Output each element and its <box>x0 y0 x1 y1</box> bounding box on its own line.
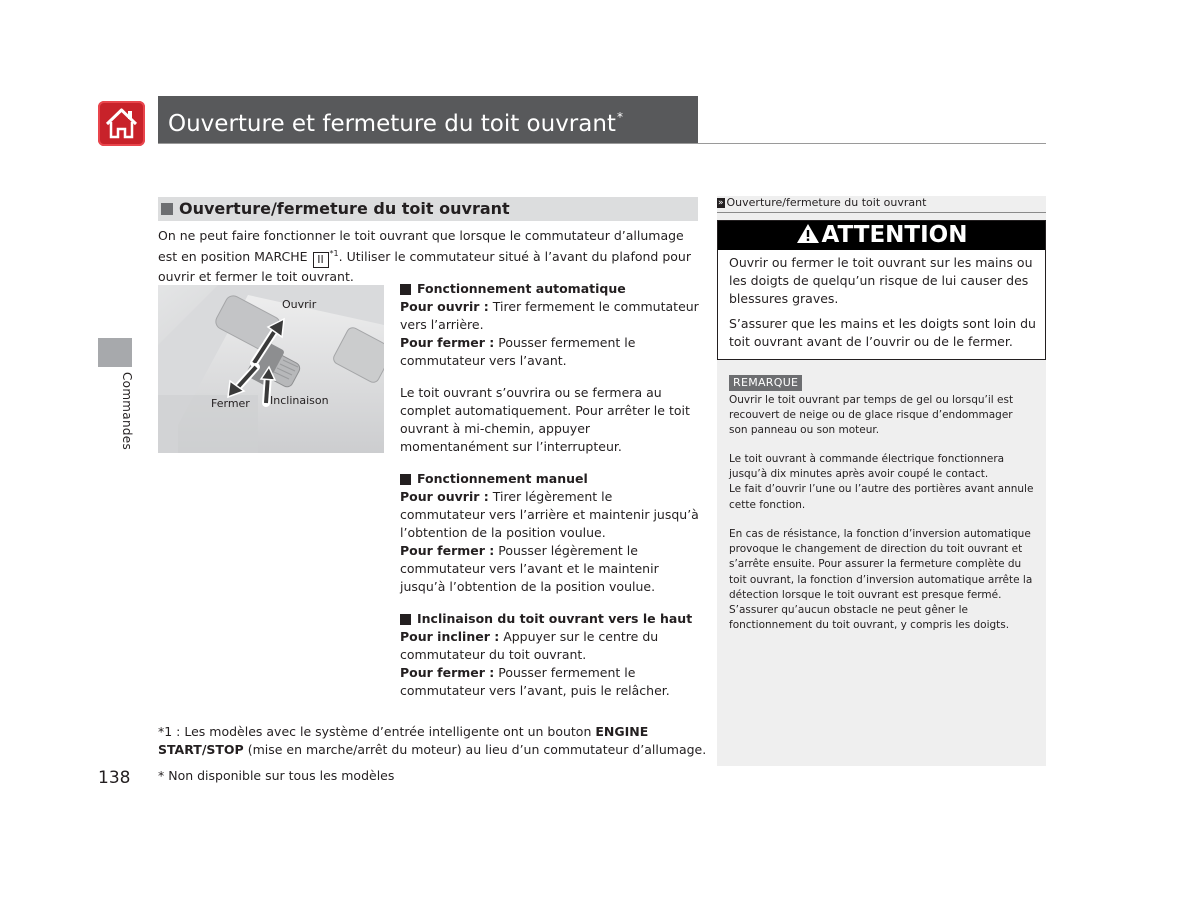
warning-text-1: Ouvrir ou fermer le toit ouvrant sur les mains ou les doigts de quelqu’un risque de lui causer des blessures graves. <box>729 255 1033 306</box>
ignition-position-key: II <box>313 252 329 268</box>
manual-heading: Fonctionnement manuel <box>400 470 700 488</box>
auto-close: Pour fermer : Pousser fermement le commutateur vers l’avant. <box>400 335 636 368</box>
auto-heading: Fonctionnement automatique <box>400 280 700 298</box>
reference-arrow-icon: » <box>718 198 724 208</box>
label-close: Fermer <box>211 397 250 410</box>
intro-paragraph: On ne peut faire fonctionner le toit ouvrant que lorsque le commutateur d’allumage est en position MARCHE II $^{*1}$. Utiliser le commutateur situé à l’avant du plafond pour ouvrir et fermer le toit ouvrant. <box>158 228 691 285</box>
bullet-square-icon <box>400 614 411 625</box>
chapter-tab[interactable] <box>98 338 132 367</box>
page-number: 138 <box>98 768 131 788</box>
tilt-open: Pour incliner : Appuyer sur le centre du commutateur du toit ouvrant. <box>400 629 659 662</box>
auto-open: Pour ouvrir : Tirer fermement le commutateur vers l’arrière. <box>400 299 699 332</box>
warning-text-2: S’assurer que les mains et les doigts sont loin du toit ouvrant avant de l’ouvrir ou de le fermer. <box>729 316 1036 349</box>
section-square-icon <box>161 203 173 215</box>
sunroof-switch-illustration <box>158 285 384 453</box>
manual-close: Pour fermer : Pousser légèrement le commutateur vers l’avant et le maintenir jusqu’à l’obtention de la position voulue. <box>400 543 659 594</box>
instructions-column <box>400 280 700 700</box>
remark-1: Ouvrir le toit ouvrant par temps de gel ou lorsqu’il est recouvert de neige ou de glace risque d’endommager son panneau ou son moteur. <box>729 394 1014 437</box>
home-icon <box>98 101 145 146</box>
tilt-heading: Inclinaison du toit ouvrant vers le haut <box>400 610 700 628</box>
manual-open: Pour ouvrir : Tirer légèrement le commutateur vers l’arrière et maintenir jusqu’à l’obtention de la position voulue. <box>400 489 699 540</box>
remark-3: En cas de résistance, la fonction d’inversion automatique provoque le changement de direction du toit ouvrant et s’arrête ensuite. Pour assurer la fermeture complète du toit ouvrant, la fonction d’inversion automatique arrête la détection lorsque le toit ouvrant est presque fermé. S’assurer qu’aucun obstacle ne peut gêner le fonctionnement du toit ouvrant, y compris les doigts. <box>729 528 1033 632</box>
title-divider <box>158 143 1046 144</box>
bullet-square-icon <box>400 474 411 485</box>
footnote-availability: * Non disponible sur tous les modèles <box>158 768 395 783</box>
page-title: Ouverture et fermeture du toit ouvrant* <box>168 110 623 137</box>
title-asterisk: * <box>616 110 623 124</box>
bullet-square-icon <box>400 284 411 295</box>
label-tilt: Inclinaison <box>270 394 329 407</box>
auto-note: Le toit ouvrant s’ouvrira ou se fermera au complet automatiquement. Pour arrêter le toit ouvrant à mi-chemin, appuyer momentanément sur l’interrupteur. <box>400 385 690 454</box>
panel-reference: » Ouverture/fermeture du toit ouvrant <box>718 196 927 209</box>
warning-triangle-icon <box>796 223 820 244</box>
footnote-1: *1 : Les modèles avec le système d’entrée intelligente ont un bouton ENGINE START/STOP (mise en marche/arrêt du moteur) au lieu d’un commutateur d’allumage. <box>158 724 707 757</box>
home-button[interactable] <box>98 101 145 146</box>
section-title: Ouverture/fermeture du toit ouvrant <box>179 199 510 218</box>
label-open: Ouvrir <box>282 298 317 311</box>
warning-header <box>718 221 1045 250</box>
chapter-label: Commandes <box>120 372 134 451</box>
warning-title: ATTENTION <box>821 222 968 248</box>
footnote-ref: *1 <box>329 249 339 258</box>
remark-badge: REMARQUE <box>729 375 802 391</box>
panel-reference-divider <box>717 212 1046 213</box>
tilt-close: Pour fermer : Pousser fermement le commutateur vers l’avant, puis le relâcher. <box>400 665 670 698</box>
remark-2: Le toit ouvrant à commande électrique fonctionnera jusqu’à dix minutes après avoir coupé le contact. Le fait d’ouvrir l’une ou l’autre des portières avant annule cette fonction. <box>729 453 1034 511</box>
